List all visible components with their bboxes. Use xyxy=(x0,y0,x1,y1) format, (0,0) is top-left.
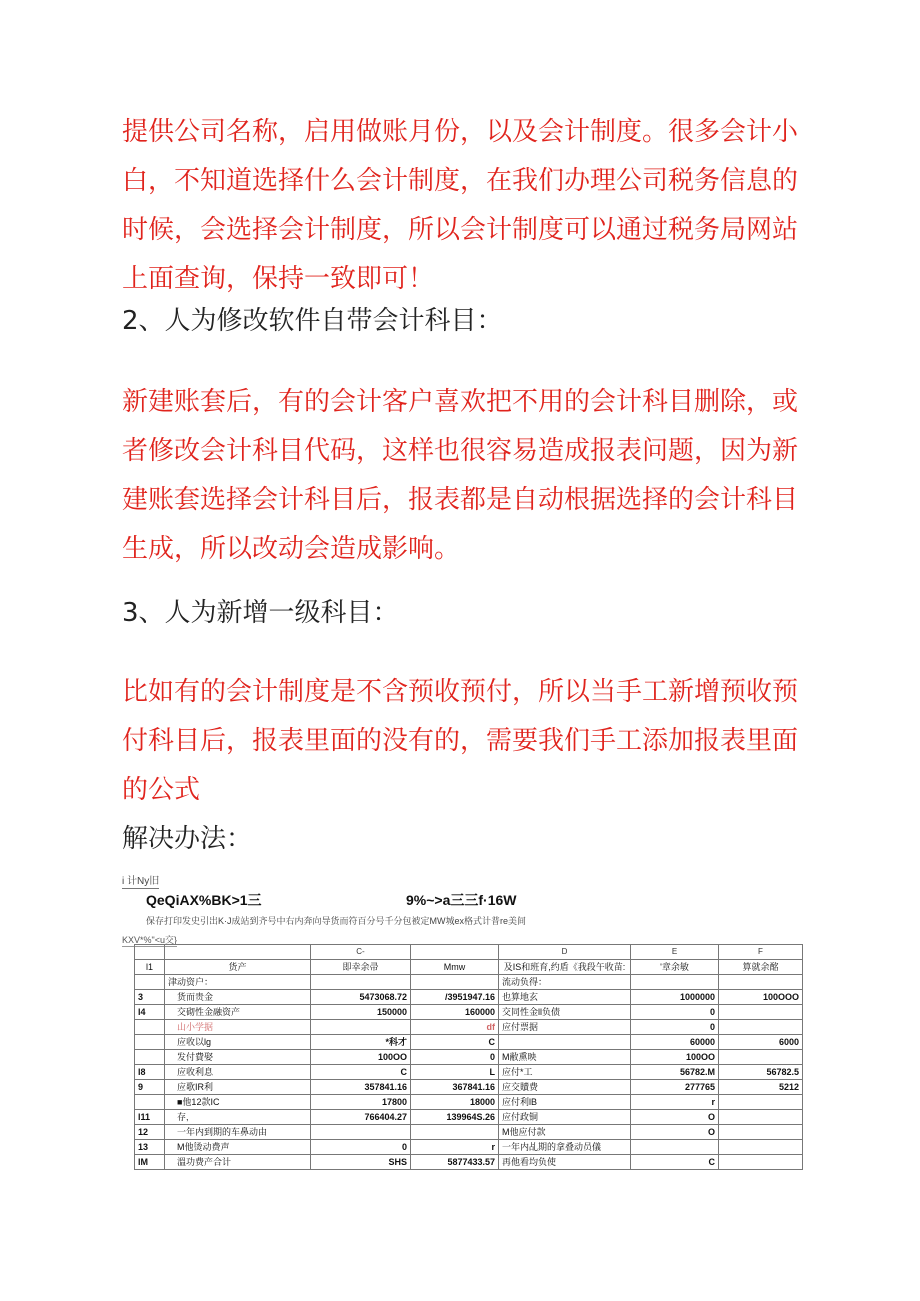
cell-no: l1 xyxy=(135,960,165,975)
cell-c xyxy=(411,1125,499,1140)
cell-a: 应收利息 xyxy=(165,1065,311,1080)
cell-b: 0 xyxy=(311,1140,411,1155)
cell-no xyxy=(135,975,165,990)
cell-b: C xyxy=(311,1065,411,1080)
cell-e: r xyxy=(631,1095,719,1110)
paragraph-add-accounts: 比如有的会计制度是不含预收预付，所以当手工新增预收预付科目后，报表里面的没有的，需要我们手工添加报表里面的公式 xyxy=(122,677,799,805)
column-letter: D xyxy=(499,945,631,960)
cell-no: 9 xyxy=(135,1080,165,1095)
cell-no: l8 xyxy=(135,1065,165,1080)
table-row xyxy=(135,1095,803,1110)
cell-a: 交砌性金融资产 xyxy=(165,1005,311,1020)
table-row xyxy=(135,1065,803,1080)
cell-d xyxy=(499,1035,631,1050)
cell-a: 存, xyxy=(165,1110,311,1125)
cell-d: M敝熏映 xyxy=(499,1050,631,1065)
cell-b: SHS xyxy=(311,1155,411,1170)
cell-b xyxy=(311,1125,411,1140)
table-row xyxy=(135,1020,803,1035)
cell-a: 溫功费产合计 xyxy=(165,1155,311,1170)
table-row xyxy=(135,1035,803,1050)
cell-c: 0 xyxy=(411,1050,499,1065)
cell-d: 交同性金ll负债 xyxy=(499,1005,631,1020)
cell-f xyxy=(719,1155,803,1170)
column-letter xyxy=(411,945,499,960)
cell-b: 100OO xyxy=(311,1050,411,1065)
cell-c: 367841.16 xyxy=(411,1080,499,1095)
cell-d: 一年内乩期的拿叠动员儀 xyxy=(499,1140,631,1155)
cell-c: /3951947.16 xyxy=(411,990,499,1005)
cell-f xyxy=(719,1020,803,1035)
column-letter: E xyxy=(631,945,719,960)
cell-no: lM xyxy=(135,1155,165,1170)
cell-b: 357841.16 xyxy=(311,1080,411,1095)
table-row xyxy=(135,1125,803,1140)
column-letter: F xyxy=(719,945,803,960)
cell-no xyxy=(135,1050,165,1065)
cell-d: 应付*工 xyxy=(499,1065,631,1080)
cell-b xyxy=(311,975,411,990)
paragraph-company-setup: 提供公司名称，启用做账月份，以及会计制度。很多会计小白，不知道选择什么会计制度，在我们办理公司税务信息的时候，会选择会计制度，所以会计制度可以通过税务局网站上面查询，保持一致即可！ xyxy=(122,117,799,294)
cell-b: 150000 xyxy=(311,1005,411,1020)
cell-e: O xyxy=(631,1125,719,1140)
cell-a: M他烫动费声 xyxy=(165,1140,311,1155)
balance-sheet-table xyxy=(134,944,803,1170)
table-row xyxy=(135,960,803,975)
cell-a: 货而贵金 xyxy=(165,990,311,1005)
cell-no xyxy=(135,1020,165,1035)
cell-a: ■他12款IC xyxy=(165,1095,311,1110)
sheet-tab: KXV*%"<u交} xyxy=(122,935,177,945)
cell-e: C xyxy=(631,1155,719,1170)
cell-f xyxy=(719,1125,803,1140)
cell-c: 5877433.57 xyxy=(411,1155,499,1170)
cell-e: 60000 xyxy=(631,1035,719,1050)
cell-d: 及IS和班育,约盾《我段午收苗: xyxy=(499,960,631,975)
cell-e: 1000000 xyxy=(631,990,719,1005)
cell-a: 货产 xyxy=(165,960,311,975)
cell-no: 3 xyxy=(135,990,165,1005)
cell-f xyxy=(719,1140,803,1155)
cell-b: 17800 xyxy=(311,1095,411,1110)
cell-d: 也算地玄 xyxy=(499,990,631,1005)
cell-f xyxy=(719,1110,803,1125)
cell-e: 277765 xyxy=(631,1080,719,1095)
cell-f: 6000 xyxy=(719,1035,803,1050)
sheet-top-bar: i 计Ny旧 xyxy=(122,872,159,889)
sheet-title-left: QeQiAX%BK>1三 xyxy=(146,892,262,908)
sheet-toolbar: 保存打印发史引出K·J成站到齐号中右内奔向导货而符百分号千分包被定MW城ex格式计普re美间 xyxy=(146,916,527,926)
cell-no: l4 xyxy=(135,1005,165,1020)
cell-b: *科才 xyxy=(311,1035,411,1050)
cell-e xyxy=(631,1140,719,1155)
table-row xyxy=(135,1110,803,1125)
cell-a: 应歌IR利 xyxy=(165,1080,311,1095)
cell-c: r xyxy=(411,1140,499,1155)
table-row xyxy=(135,1155,803,1170)
cell-d: 再他看均负使 xyxy=(499,1155,631,1170)
table-row xyxy=(135,1005,803,1020)
cell-b: 5473068.72 xyxy=(311,990,411,1005)
cell-a: 山小学据 xyxy=(165,1020,311,1035)
cell-c: L xyxy=(411,1065,499,1080)
cell-b xyxy=(311,1020,411,1035)
cell-e xyxy=(631,975,719,990)
heading-modify-accounts: 2、人为修改软件自带会计科目： xyxy=(122,306,503,336)
cell-f xyxy=(719,1005,803,1020)
table-row xyxy=(135,975,803,990)
cell-f: 56782.5 xyxy=(719,1065,803,1080)
cell-c: 139964S.26 xyxy=(411,1110,499,1125)
cell-no xyxy=(135,1095,165,1110)
cell-c xyxy=(411,975,499,990)
cell-c: 160000 xyxy=(411,1005,499,1020)
cell-f xyxy=(719,1095,803,1110)
cell-c: C xyxy=(411,1035,499,1050)
cell-a: 一年内到期的车鼻动由 xyxy=(165,1125,311,1140)
cell-d: M他应付款 xyxy=(499,1125,631,1140)
column-header-row xyxy=(135,945,803,960)
heading-solution: 解决办法： xyxy=(122,824,253,854)
cell-f: 5212 xyxy=(719,1080,803,1095)
cell-e: 100OO xyxy=(631,1050,719,1065)
cell-c: df xyxy=(411,1020,499,1035)
cell-d: 应交贖费 xyxy=(499,1080,631,1095)
spreadsheet-screenshot xyxy=(118,868,806,1168)
table-row xyxy=(135,990,803,1005)
cell-d: 应付票据 xyxy=(499,1020,631,1035)
column-letter xyxy=(135,945,165,960)
table-row xyxy=(135,1080,803,1095)
column-letter: C- xyxy=(311,945,411,960)
cell-a: 发付費娶 xyxy=(165,1050,311,1065)
cell-a: 应收以lg xyxy=(165,1035,311,1050)
cell-no: 12 xyxy=(135,1125,165,1140)
cell-e: O xyxy=(631,1110,719,1125)
table-row xyxy=(135,1050,803,1065)
cell-c: 18000 xyxy=(411,1095,499,1110)
cell-b: 即幸余帚 xyxy=(311,960,411,975)
cell-no xyxy=(135,1035,165,1050)
cell-f: 100OOO xyxy=(719,990,803,1005)
sheet-title-right: 9%~>a三三f·16W xyxy=(406,892,517,908)
heading-add-accounts: 3、人为新增一级科目： xyxy=(122,598,399,628)
cell-d: 应付利lB xyxy=(499,1095,631,1110)
cell-d: 应付政铜 xyxy=(499,1110,631,1125)
cell-no: l11 xyxy=(135,1110,165,1125)
column-letter xyxy=(165,945,311,960)
cell-e: '章余敏 xyxy=(631,960,719,975)
cell-no: 13 xyxy=(135,1140,165,1155)
cell-d: 流动负得： xyxy=(499,975,631,990)
cell-f xyxy=(719,1050,803,1065)
paragraph-modify-accounts: 新建账套后，有的会计客户喜欢把不用的会计科目删除，或者修改会计科目代码，这样也很容易造成报表问题，因为新建账套选择会计科目后，报表都是自动根据选择的会计科目生成，所以改动会造成影响。 xyxy=(122,387,799,564)
cell-f: 算就余酩 xyxy=(719,960,803,975)
table-row xyxy=(135,1140,803,1155)
cell-e: 0 xyxy=(631,1005,719,1020)
cell-f xyxy=(719,975,803,990)
cell-e: 0 xyxy=(631,1020,719,1035)
cell-a: 津动资户： xyxy=(165,975,311,990)
cell-b: 766404.27 xyxy=(311,1110,411,1125)
cell-c: Mmw xyxy=(411,960,499,975)
cell-e: 56782.M xyxy=(631,1065,719,1080)
